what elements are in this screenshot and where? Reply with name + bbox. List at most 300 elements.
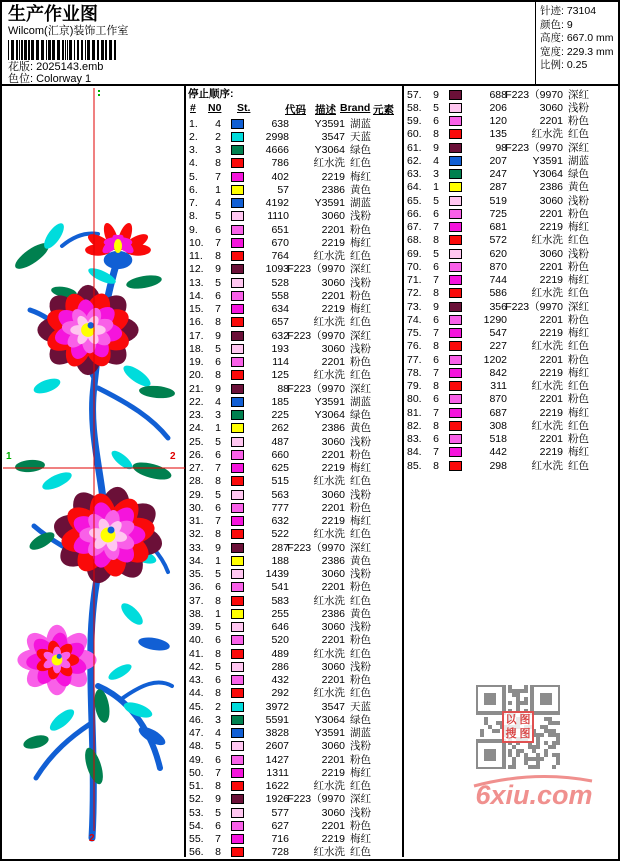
stop-color-swatch	[443, 315, 467, 325]
stop-desc: 红色	[350, 369, 371, 382]
stop-color-swatch	[225, 781, 249, 791]
stop-code: 2201	[321, 674, 345, 687]
stop-desc: 粉色	[568, 393, 589, 406]
stop-needle: 6	[215, 223, 221, 236]
stop-code: 2386	[321, 554, 345, 567]
stop-seq: 62.	[407, 154, 422, 167]
stop-stitches: 1439	[265, 568, 289, 581]
stop-stitches: 728	[271, 846, 289, 859]
stop-desc: 绿色	[350, 409, 371, 422]
stop-code: Y3591	[314, 197, 345, 210]
stop-desc: 粉色	[350, 289, 371, 302]
color-swatch	[231, 119, 244, 129]
stop-row	[188, 170, 402, 183]
stop-desc: 深红	[350, 329, 371, 342]
stop-code: 2219	[539, 366, 563, 379]
stop-desc: 红色	[350, 316, 371, 329]
stop-code: 2201	[321, 501, 345, 514]
stop-seq: 74.	[407, 313, 422, 326]
stop-seq: 20.	[189, 369, 204, 382]
stop-stitches: 646	[271, 621, 289, 634]
color-swatch	[449, 209, 462, 219]
stop-code: 3060	[321, 568, 345, 581]
stop-stitches: 777	[271, 501, 289, 514]
stop-seq: 9.	[189, 223, 198, 236]
stop-needle: 1	[215, 422, 221, 435]
stop-stitches: 262	[271, 422, 289, 435]
stop-needle: 6	[433, 353, 439, 366]
stop-desc: 红色	[568, 234, 589, 247]
color-swatch	[231, 251, 244, 261]
stop-color-swatch	[443, 275, 467, 285]
stop-color-swatch	[443, 355, 467, 365]
stop-seq: 21.	[189, 382, 204, 395]
stop-desc: 红色	[568, 340, 589, 353]
stop-desc: 深红	[568, 300, 589, 313]
stop-seq: 56.	[189, 846, 204, 859]
color-swatch	[231, 304, 244, 314]
stop-row	[188, 660, 402, 673]
stop-color-swatch	[225, 145, 249, 155]
stop-row	[188, 356, 402, 369]
stop-seq: 18.	[189, 342, 204, 355]
stop-code: 3547	[321, 700, 345, 713]
stop-desc: 深红	[568, 88, 589, 101]
color-swatch	[231, 172, 244, 182]
color-swatch	[231, 317, 244, 327]
barcode	[8, 40, 120, 60]
color-swatch	[449, 302, 462, 312]
stop-stitches: 638	[271, 117, 289, 130]
color-swatch	[231, 728, 244, 738]
stop-color-swatch	[225, 728, 249, 738]
stop-seq: 65.	[407, 194, 422, 207]
stop-seq: 48.	[189, 740, 204, 753]
stop-row	[188, 369, 402, 382]
stop-table-header	[188, 102, 402, 117]
stop-stitches: 786	[271, 157, 289, 170]
stop-desc: 红色	[568, 380, 589, 393]
stop-seq: 22.	[189, 395, 204, 408]
colorway-line	[8, 73, 128, 85]
stop-needle: 5	[215, 568, 221, 581]
stop-code: F223（9970	[505, 88, 563, 101]
stop-desc: 红色	[350, 528, 371, 541]
stop-code: 2201	[539, 313, 563, 326]
stop-stitches: 247	[489, 168, 507, 181]
stop-needle: 9	[215, 541, 221, 554]
stop-row	[188, 462, 402, 475]
column-header: St.	[237, 102, 251, 114]
stop-seq: 39.	[189, 621, 204, 634]
stop-color-swatch	[443, 116, 467, 126]
stop-table-right	[404, 86, 618, 857]
stop-stitches: 1622	[265, 780, 289, 793]
stop-code: 红水洗	[531, 419, 563, 432]
color-swatch	[231, 476, 244, 486]
stop-code: F223（9970	[505, 141, 563, 154]
stop-needle: 8	[433, 340, 439, 353]
stop-row	[406, 221, 618, 234]
stop-color-swatch	[225, 384, 249, 394]
stop-code: 2201	[539, 393, 563, 406]
stop-needle: 6	[215, 753, 221, 766]
stop-seq: 41.	[189, 647, 204, 660]
color-swatch	[449, 461, 462, 471]
stop-row	[188, 568, 402, 581]
stop-color-swatch	[225, 543, 249, 553]
color-swatch	[231, 225, 244, 235]
stop-seq: 61.	[407, 141, 422, 154]
stop-color-swatch	[225, 463, 249, 473]
stop-color-swatch	[225, 291, 249, 301]
stop-stitches: 577	[271, 806, 289, 819]
stop-stitches: 487	[271, 435, 289, 448]
stop-needle: 7	[433, 446, 439, 459]
stop-row	[188, 276, 402, 289]
stop-color-swatch	[443, 169, 467, 179]
stop-code: 2386	[539, 181, 563, 194]
stop-color-swatch	[443, 328, 467, 338]
color-swatch	[231, 145, 244, 155]
stop-desc: 粉色	[568, 313, 589, 326]
stop-code: 2219	[539, 221, 563, 234]
hoop-marker-1: 1	[6, 451, 12, 462]
stop-seq: 10.	[189, 236, 204, 249]
stop-desc: 粉色	[350, 819, 371, 832]
stop-needle: 7	[215, 833, 221, 846]
stop-desc: 粉色	[568, 207, 589, 220]
stop-row	[188, 713, 402, 726]
company-name: Wilcom(汇京)装饰工作室	[8, 25, 129, 37]
stop-color-swatch	[225, 397, 249, 407]
stop-needle: 6	[215, 634, 221, 647]
stop-seq: 54.	[189, 819, 204, 832]
stop-needle: 1	[215, 183, 221, 196]
stop-seq: 64.	[407, 181, 422, 194]
stop-desc: 粉色	[350, 753, 371, 766]
stop-color-swatch	[225, 503, 249, 513]
stop-needle: 9	[215, 382, 221, 395]
stop-table-left	[186, 86, 404, 857]
stop-row	[188, 130, 402, 143]
color-swatch	[231, 423, 244, 433]
stop-desc: 深红	[568, 141, 589, 154]
stop-row	[406, 141, 618, 154]
stop-desc: 浅粉	[350, 435, 371, 448]
stop-row	[188, 647, 402, 660]
stamp-char: 图	[519, 728, 531, 740]
stop-code: 2201	[321, 289, 345, 302]
stop-row	[188, 634, 402, 647]
stop-stitches: 563	[271, 488, 289, 501]
stop-row	[188, 236, 402, 249]
color-swatch	[231, 278, 244, 288]
stop-seq: 13.	[189, 276, 204, 289]
stop-code: 3060	[321, 276, 345, 289]
stop-color-swatch	[225, 225, 249, 235]
stop-color-swatch	[225, 304, 249, 314]
stop-desc: 红色	[568, 419, 589, 432]
stop-stitches: 870	[489, 260, 507, 273]
stop-desc: 粉色	[568, 433, 589, 446]
stop-needle: 8	[215, 157, 221, 170]
stat-value: 0.25	[566, 59, 588, 71]
stop-row	[406, 300, 618, 313]
color-swatch	[231, 649, 244, 659]
color-swatch	[449, 368, 462, 378]
stop-desc: 粉色	[350, 501, 371, 514]
stop-row	[188, 753, 402, 766]
stop-needle: 9	[433, 88, 439, 101]
stop-needle: 6	[215, 448, 221, 461]
stop-row	[406, 287, 618, 300]
stop-code: 3060	[321, 740, 345, 753]
stop-needle: 2	[215, 700, 221, 713]
stop-desc: 梅红	[350, 766, 371, 779]
stop-code: 3060	[321, 435, 345, 448]
stop-color-swatch	[225, 490, 249, 500]
stop-seq: 37.	[189, 594, 204, 607]
stop-seq: 28.	[189, 475, 204, 488]
stop-row	[188, 144, 402, 157]
stop-row	[188, 766, 402, 779]
stop-color-swatch	[225, 238, 249, 248]
stop-desc: 浅粉	[350, 660, 371, 673]
stop-color-swatch	[225, 596, 249, 606]
pattern-value: 2025143.emb	[36, 61, 104, 73]
stop-desc: 浅粉	[350, 488, 371, 501]
stop-seq: 24.	[189, 422, 204, 435]
color-swatch	[231, 516, 244, 526]
stop-needle: 5	[215, 660, 221, 673]
stop-seq: 77.	[407, 353, 422, 366]
stop-needle: 7	[215, 462, 221, 475]
column-header: 描述	[315, 104, 336, 116]
stop-seq: 85.	[407, 459, 422, 472]
stop-needle: 5	[215, 210, 221, 223]
stop-code: 2219	[321, 236, 345, 249]
stop-row	[406, 168, 618, 181]
stop-seq: 53.	[189, 806, 204, 819]
color-swatch	[231, 755, 244, 765]
stop-color-swatch	[225, 635, 249, 645]
stop-seq: 4.	[189, 157, 198, 170]
color-swatch	[231, 503, 244, 513]
stop-code: 红水洗	[531, 340, 563, 353]
stop-stitches: 287	[489, 181, 507, 194]
color-swatch	[231, 529, 244, 539]
color-swatch	[231, 410, 244, 420]
stop-rows-a	[188, 117, 402, 859]
stop-seq: 76.	[407, 340, 422, 353]
stop-color-swatch	[443, 341, 467, 351]
color-swatch	[231, 370, 244, 380]
stop-stitches: 725	[489, 207, 507, 220]
stop-row	[188, 819, 402, 832]
stop-color-swatch	[443, 209, 467, 219]
stop-color-swatch	[225, 450, 249, 460]
color-swatch	[449, 196, 462, 206]
stop-stitches: 287	[271, 541, 289, 554]
stop-needle: 8	[215, 369, 221, 382]
stop-desc: 黄色	[350, 183, 371, 196]
stop-desc: 湖蓝	[568, 154, 589, 167]
stop-seq: 15.	[189, 303, 204, 316]
stop-color-swatch	[225, 529, 249, 539]
stop-stitches: 528	[271, 276, 289, 289]
stop-color-swatch	[443, 461, 467, 471]
stop-code: 3547	[321, 130, 345, 143]
stop-code: 红水洗	[531, 380, 563, 393]
stop-stitches: 558	[271, 289, 289, 302]
stop-seq: 35.	[189, 568, 204, 581]
stop-needle: 5	[433, 194, 439, 207]
stop-row	[188, 250, 402, 263]
stop-row	[406, 406, 618, 419]
stop-row	[188, 727, 402, 740]
stop-code: Y3064	[314, 713, 345, 726]
stop-desc: 深红	[350, 541, 371, 554]
stop-color-swatch	[443, 381, 467, 391]
stop-seq: 43.	[189, 674, 204, 687]
stop-seq: 3.	[189, 144, 198, 157]
stop-row	[188, 342, 402, 355]
stop-code: 2201	[539, 433, 563, 446]
stop-code: 红水洗	[313, 157, 345, 170]
design-pane	[2, 86, 186, 857]
color-swatch	[231, 490, 244, 500]
stop-stitches: 2998	[265, 130, 289, 143]
stop-color-swatch	[443, 394, 467, 404]
stop-seq: 70.	[407, 260, 422, 273]
stop-row	[406, 181, 618, 194]
stop-color-swatch	[225, 423, 249, 433]
color-swatch	[231, 847, 244, 857]
stop-stitches: 88	[277, 382, 289, 395]
stop-color-swatch	[225, 569, 249, 579]
stop-stitches: 255	[271, 607, 289, 620]
stop-needle: 6	[215, 581, 221, 594]
stop-stitches: 489	[271, 647, 289, 660]
stop-stitches: 5591	[265, 713, 289, 726]
stop-needle: 4	[433, 154, 439, 167]
stop-color-swatch	[225, 476, 249, 486]
color-swatch	[449, 103, 462, 113]
stop-color-swatch	[225, 264, 249, 274]
stop-needle: 8	[215, 780, 221, 793]
stop-row	[188, 289, 402, 302]
stop-stitches: 519	[489, 194, 507, 207]
stop-stitches: 522	[271, 528, 289, 541]
stop-code: F223（9970	[287, 793, 345, 806]
color-swatch	[231, 688, 244, 698]
stop-desc: 红色	[350, 647, 371, 660]
stop-row	[188, 740, 402, 753]
pattern-label: 花版:	[8, 61, 34, 73]
stop-code: F223（9970	[287, 541, 345, 554]
stop-needle: 9	[433, 300, 439, 313]
stop-seq: 26.	[189, 448, 204, 461]
stop-stitches: 207	[489, 154, 507, 167]
stop-needle: 5	[215, 276, 221, 289]
stop-desc: 浅粉	[350, 276, 371, 289]
color-swatch	[231, 556, 244, 566]
stop-row	[188, 687, 402, 700]
stop-color-swatch	[225, 847, 249, 857]
stop-seq: 80.	[407, 393, 422, 406]
stop-desc: 深红	[350, 382, 371, 395]
stop-code: 2201	[539, 353, 563, 366]
stop-desc: 湖蓝	[350, 727, 371, 740]
stop-desc: 梅红	[350, 833, 371, 846]
stop-seq: 25.	[189, 435, 204, 448]
stop-needle: 7	[433, 327, 439, 340]
stop-code: Y3064	[532, 168, 563, 181]
stop-row	[188, 117, 402, 130]
stop-desc: 深红	[350, 263, 371, 276]
color-swatch	[231, 463, 244, 473]
stop-row	[188, 501, 402, 514]
stop-desc: 梅红	[350, 462, 371, 475]
stop-seq: 16.	[189, 316, 204, 329]
stop-code: 2201	[321, 356, 345, 369]
stop-needle: 8	[215, 846, 221, 859]
stat-label: 宽度	[540, 45, 561, 58]
stat-value: 229.3 mm	[566, 45, 614, 58]
stop-stitches: 4192	[265, 197, 289, 210]
stop-seq: 82.	[407, 419, 422, 432]
stop-stitches: 688	[489, 88, 507, 101]
stop-color-swatch	[225, 556, 249, 566]
stop-desc: 梅红	[568, 406, 589, 419]
color-swatch	[231, 238, 244, 248]
stop-desc: 浅粉	[568, 247, 589, 260]
stop-stitches: 442	[489, 446, 507, 459]
color-swatch	[231, 357, 244, 367]
column-header: N0	[208, 102, 222, 114]
stop-color-swatch	[443, 408, 467, 418]
stop-seq: 52.	[189, 793, 204, 806]
stop-row	[188, 515, 402, 528]
stop-code: 3060	[321, 806, 345, 819]
stop-color-swatch	[225, 808, 249, 818]
stop-stitches: 432	[271, 674, 289, 687]
color-swatch	[449, 116, 462, 126]
stop-code: Y3591	[532, 154, 563, 167]
stop-seq: 8.	[189, 210, 198, 223]
stop-needle: 7	[433, 406, 439, 419]
color-swatch	[449, 394, 462, 404]
watermark-swoosh-icon	[472, 772, 596, 788]
stop-needle: 5	[215, 806, 221, 819]
stop-color-swatch	[443, 447, 467, 457]
stop-desc: 浅粉	[350, 621, 371, 634]
stop-stitches: 870	[489, 393, 507, 406]
stop-seq: 32.	[189, 528, 204, 541]
stop-color-swatch	[225, 582, 249, 592]
stop-code: 红水洗	[313, 528, 345, 541]
color-swatch	[231, 450, 244, 460]
stop-color-swatch	[225, 768, 249, 778]
stop-seq: 46.	[189, 713, 204, 726]
stop-code: 2201	[539, 207, 563, 220]
stop-code: 2201	[321, 753, 345, 766]
stop-desc: 梅红	[350, 236, 371, 249]
stop-code: 3060	[539, 194, 563, 207]
qr-code	[476, 685, 560, 769]
stop-stitches: 1110	[267, 210, 289, 223]
